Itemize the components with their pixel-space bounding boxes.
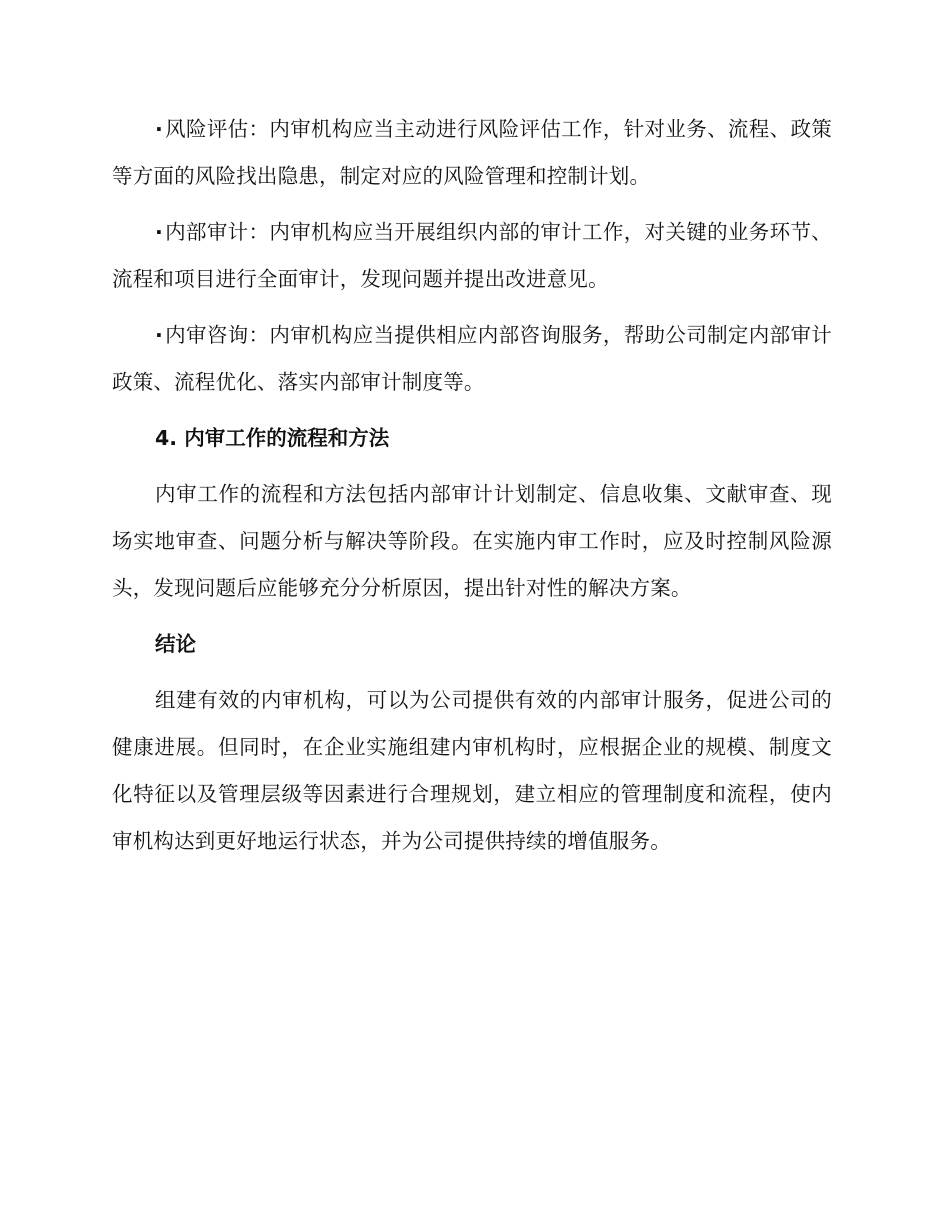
bullet-marker: · — [155, 117, 163, 141]
bullet-risk-assessment — [112, 106, 832, 200]
section-4-heading: 4. 内审工作的流程和方法 — [155, 426, 390, 450]
bullet-audit-consulting — [112, 312, 832, 406]
bullet-text: 内审咨询：内审机构应当提供相应内部咨询服务，帮助公司制定内部审计政策、流程优化、落实内部审计制度等。 — [112, 323, 832, 394]
bullet-marker: · — [155, 220, 163, 244]
conclusion-body: 组建有效的内审机构，可以为公司提供有效的内部审计服务，促进公司的健康进展。但同时，在企业实施组建内审机构时，应根据企业的规模、制度文化特征以及管理层级等因素进行合理规划，建立相应的管理制度和流程，使内审机构达到更好地运行状态，并为公司提供持续的增值服务。 — [112, 688, 832, 853]
bullet-text: 风险评估：内审机构应当主动进行风险评估工作，针对业务、流程、政策等方面的风险找出隐患，制定对应的风险管理和控制计划。 — [112, 117, 832, 188]
document-page — [112, 106, 832, 874]
bullet-marker: · — [155, 323, 163, 347]
conclusion-heading: 结论 — [155, 632, 196, 656]
bullet-internal-audit — [112, 209, 832, 303]
section-4-body: 内审工作的流程和方法包括内部审计计划制定、信息收集、文献审查、现场实地审查、问题分析与解决等阶段。在实施内审工作时，应及时控制风险源头，发现问题后应能够充分分析原因，提出针对性的解决方案。 — [112, 482, 832, 600]
bullet-text: 内部审计：内审机构应当开展组织内部的审计工作，对关键的业务环节、流程和项目进行全面审计，发现问题并提出改进意见。 — [112, 220, 832, 291]
